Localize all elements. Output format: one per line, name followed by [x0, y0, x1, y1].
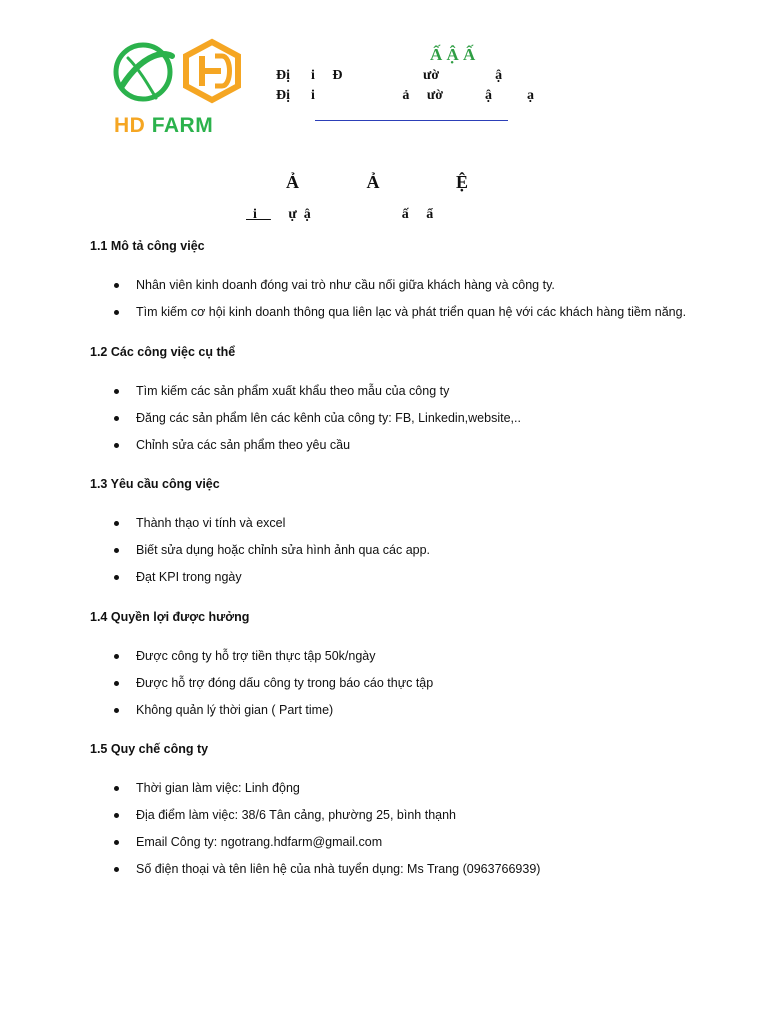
- section-heading: 1.5 Quy chế công ty: [90, 742, 209, 756]
- bullet-list: [90, 383, 730, 464]
- bullet-icon: [114, 416, 119, 421]
- section-heading: 1.4 Quyền lợi được hưởng: [90, 610, 250, 624]
- list-item: [90, 277, 730, 304]
- list-item: [90, 675, 730, 702]
- list-item: [90, 861, 730, 888]
- company-header-title: Ấ Ậ Ấ: [430, 45, 476, 64]
- logo-text-hd: HD: [114, 114, 146, 137]
- list-item-text: Không quản lý thời gian ( Part time): [136, 703, 334, 717]
- bullet-icon: [114, 867, 119, 872]
- bullet-icon: [114, 310, 119, 315]
- bullet-icon: [114, 443, 119, 448]
- list-item: [90, 437, 730, 464]
- list-item: [90, 569, 730, 596]
- bullet-icon: [114, 283, 119, 288]
- list-item-text: Địa điểm làm việc: 38/6 Tân cảng, phường 25, bình thạnh: [136, 808, 457, 822]
- list-item: [90, 648, 730, 675]
- section-job-requirements: [90, 475, 730, 596]
- list-item: [90, 702, 730, 729]
- list-item: [90, 542, 730, 569]
- company-address-line-2: Đị i ả ườ ậ ạ: [276, 88, 535, 103]
- list-item-text: Số điện thoại và tên liên hệ của nhà tuyển dụng: Ms Trang (0963766939): [136, 862, 541, 876]
- section-specific-tasks: [90, 343, 730, 464]
- section-job-description: [90, 237, 730, 331]
- bullet-icon: [114, 575, 119, 580]
- section-heading: 1.1 Mô tả công việc: [90, 239, 205, 253]
- bullet-icon: [114, 681, 119, 686]
- bullet-icon: [114, 813, 119, 818]
- list-item-text: Đạt KPI trong ngày: [136, 570, 242, 584]
- bullet-list: [90, 648, 730, 729]
- bullet-icon: [114, 708, 119, 713]
- document-subtitle: [246, 207, 433, 223]
- bullet-icon: [114, 786, 119, 791]
- bullet-list: [90, 277, 730, 331]
- logo-mark-icon: [110, 38, 245, 118]
- list-item-text: Biết sửa dụng hoặc chỉnh sửa hình ảnh qua các app.: [136, 543, 431, 557]
- list-item: [90, 834, 730, 861]
- bullet-icon: [114, 521, 119, 526]
- bullet-icon: [114, 389, 119, 394]
- bullet-icon: [114, 548, 119, 553]
- list-item: [90, 410, 730, 437]
- list-item: [90, 304, 730, 331]
- hd-farm-logo: [110, 38, 245, 138]
- header-divider: [315, 120, 508, 121]
- list-item-text: Thời gian làm việc: Linh động: [136, 781, 300, 795]
- list-item-text: Đăng các sản phẩm lên các kênh của công ty: FB, Linkedin,website,..: [136, 411, 521, 425]
- list-item-text: Nhân viên kinh doanh đóng vai trò như cầu nối giữa khách hàng và công ty.: [136, 278, 555, 292]
- list-item-text: Được công ty hỗ trợ tiền thực tập 50k/ngày: [136, 649, 376, 663]
- list-item-text: Tìm kiếm các sản phẩm xuất khẩu theo mẫu của công ty: [136, 384, 450, 398]
- section-heading: 1.3 Yêu cầu công việc: [90, 477, 220, 491]
- document-subtitle-underlined: i: [246, 207, 271, 222]
- bullet-list: [90, 515, 730, 596]
- bullet-icon: [114, 840, 119, 845]
- list-item: [90, 383, 730, 410]
- list-item-text: Email Công ty: ngotrang.hdfarm@gmail.com: [136, 835, 383, 849]
- bullet-list: [90, 780, 730, 888]
- list-item: [90, 780, 730, 807]
- company-address-line-1: Đị i Đ ườ ậ: [276, 68, 503, 83]
- list-item-text: Chỉnh sửa các sản phẩm theo yêu cầu: [136, 438, 351, 452]
- section-company-rules: [90, 740, 730, 888]
- logo-text-farm: FARM: [151, 114, 214, 137]
- document-title: Ả Ả Ệ: [286, 172, 469, 192]
- logo-wordmark: [114, 114, 213, 138]
- section-benefits: [90, 608, 730, 729]
- section-heading: 1.2 Các công việc cụ thể: [90, 345, 236, 359]
- list-item-text: Tìm kiếm cơ hội kinh doanh thông qua liên lạc và phát triển quan hệ với các khách hàng tiềm năng.: [136, 305, 687, 319]
- list-item: [90, 515, 730, 542]
- list-item-text: Thành thạo vi tính và excel: [136, 516, 286, 530]
- list-item-text: Được hỗ trợ đóng dấu công ty trong báo cáo thực tập: [136, 676, 434, 690]
- bullet-icon: [114, 654, 119, 659]
- list-item: [90, 807, 730, 834]
- document-subtitle-rest: ự ậ ấ ẩ: [270, 207, 434, 222]
